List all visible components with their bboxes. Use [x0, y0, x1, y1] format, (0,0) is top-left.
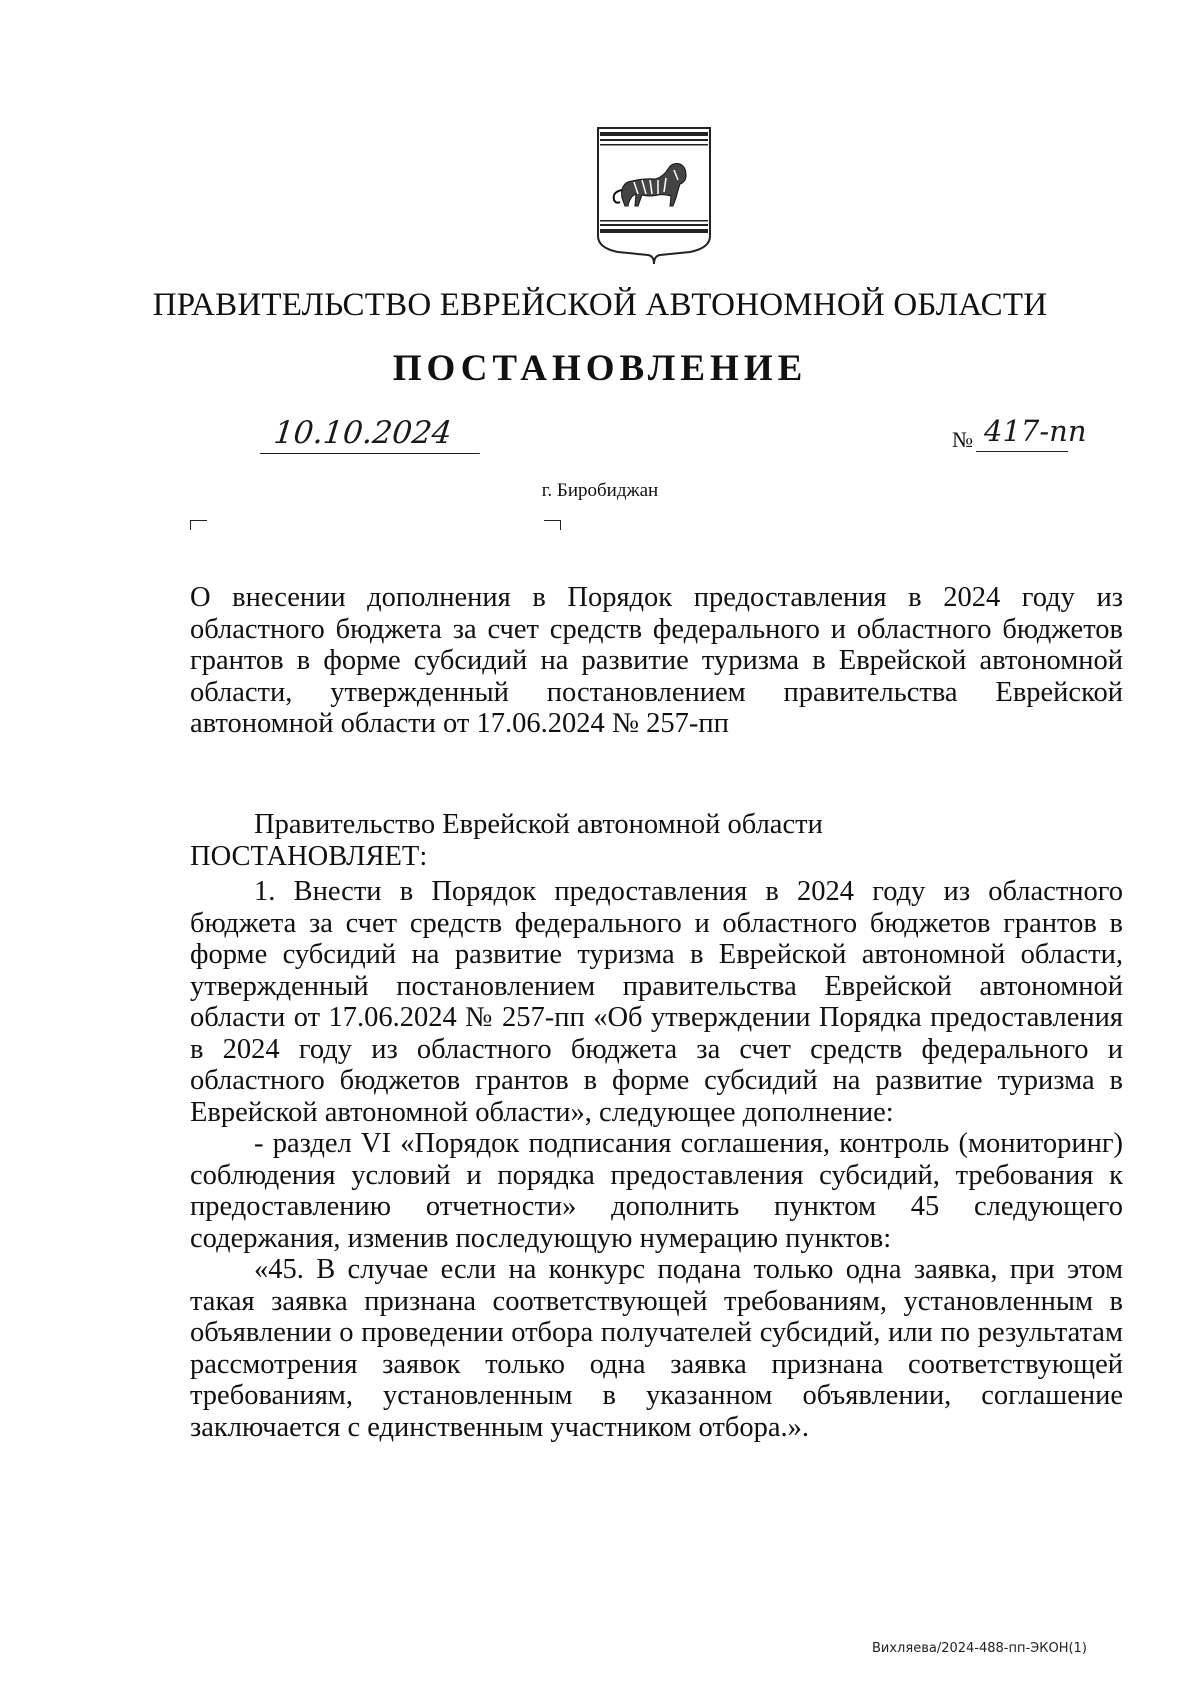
- government-title: ПРАВИТЕЛЬСТВО ЕВРЕЙСКОЙ АВТОНОМНОЙ ОБЛАСТИ: [152, 287, 1048, 323]
- footer-document-code: Вихляева/2024-488-пп-ЭКОН(1): [872, 1641, 1087, 1656]
- preamble: [190, 809, 1123, 872]
- corner-bracket-right: [544, 520, 561, 530]
- document-body: [190, 876, 1123, 1443]
- city-label: г. Биробиджан: [541, 480, 659, 501]
- document-subject: О внесении дополнения в Порядок предоставления в 2024 году из областного бюджета за счет средств федерального и областного бюджетов грантов в форме субсидий на развитие туризма в Еврейской автономной области, утвержденный постановлением правительства Еврейской автономной области от 17.06.2024 № 257-пп: [190, 582, 1123, 739]
- number-sign: №: [952, 427, 973, 452]
- preamble-resolves: ПОСТАНОВЛЯЕТ:: [190, 840, 428, 872]
- document-date: 10.10.2024: [260, 412, 484, 454]
- corner-bracket-left: [190, 520, 207, 530]
- document-number: 417-пп: [976, 410, 1068, 452]
- body-paragraph: «45. В случае если на конкурс подана только одна заявка, при этом такая заявка признана соответствующей требованиям, установленным в объявлении о проведении отбора получателей субсидий, или по результатам рассмотрения заявок только одна заявка признана соответствующей требованиям, установленным в указанном объявлении, соглашение заключается с единственным участником отбора.».: [190, 1254, 1123, 1443]
- document-type-title: ПОСТАНОВЛЕНИЕ: [392, 348, 808, 389]
- body-paragraph: - раздел VI «Порядок подписания соглашения, контроль (мониторинг) соблюдения условий и порядка предоставления субсидий, требования к предоставлению отчетности» дополнить пунктом 45 следующего содержания, изменив последующую нумерацию пунктов:: [190, 1128, 1123, 1254]
- body-paragraph: 1. Внести в Порядок предоставления в 2024 году из областного бюджета за счет средств федерального и областного бюджетов грантов в форме субсидий на развитие туризма в Еврейской автономной области, утвержденный постановлением правительства Еврейской автономной области от 17.06.2024 № 257-пп «Об утверждении Порядка предоставления в 2024 году из областного бюджета за счет средств федерального и областного бюджетов грантов в форме субсидий на развитие туризма в Еврейской автономной области», следующее дополнение:: [190, 876, 1123, 1128]
- tiger-coat-of-arms-icon: [594, 124, 714, 266]
- preamble-authority: Правительство Еврейской автономной области: [254, 809, 823, 840]
